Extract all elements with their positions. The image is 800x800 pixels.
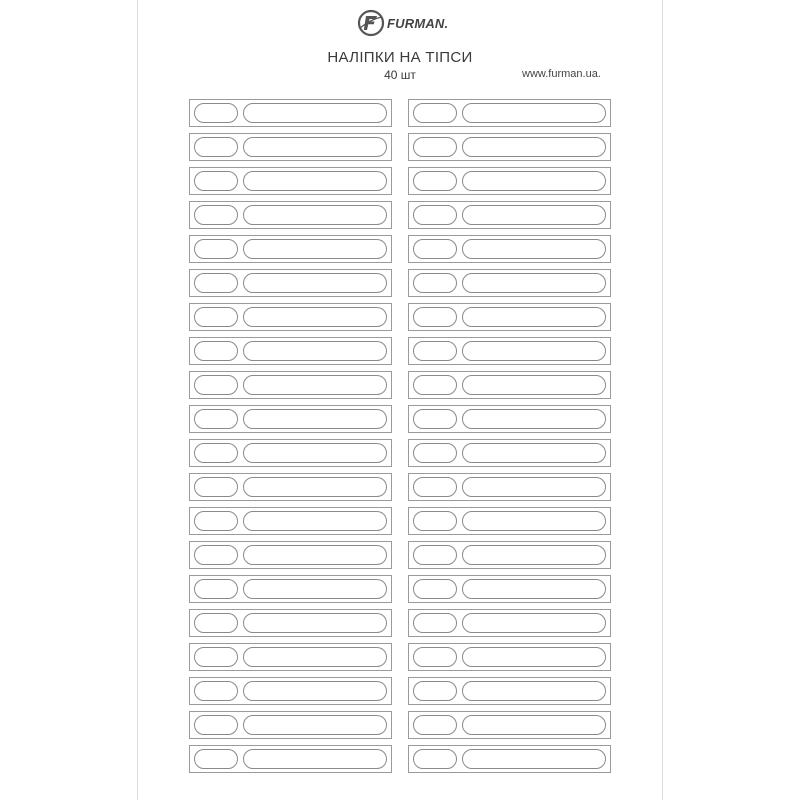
- sticker-small-field: [413, 647, 457, 667]
- sticker-label: [189, 575, 392, 603]
- sticker-small-field: [194, 205, 238, 225]
- sticker-label: [189, 643, 392, 671]
- sticker-small-field: [194, 409, 238, 429]
- sticker-large-field: [462, 341, 606, 361]
- sticker-small-field: [413, 171, 457, 191]
- sticker-small-field: [194, 375, 238, 395]
- sticker-label: [189, 201, 392, 229]
- sticker-label: [408, 405, 611, 433]
- sticker-label: [408, 541, 611, 569]
- sticker-large-field: [243, 715, 387, 735]
- sticker-small-field: [413, 341, 457, 361]
- sticker-label: [408, 439, 611, 467]
- sticker-small-field: [413, 715, 457, 735]
- sticker-large-field: [243, 409, 387, 429]
- sticker-label: [408, 643, 611, 671]
- sticker-large-field: [462, 647, 606, 667]
- sticker-large-field: [243, 681, 387, 701]
- sticker-label: [189, 541, 392, 569]
- sticker-label: [408, 371, 611, 399]
- sticker-large-field: [462, 205, 606, 225]
- sticker-label: [189, 235, 392, 263]
- sticker-large-field: [243, 579, 387, 599]
- sticker-small-field: [194, 103, 238, 123]
- sticker-large-field: [462, 137, 606, 157]
- sticker-label: [408, 269, 611, 297]
- sticker-large-field: [462, 715, 606, 735]
- brand-name: FURMAN.: [387, 15, 449, 31]
- sticker-large-field: [243, 647, 387, 667]
- sticker-small-field: [194, 647, 238, 667]
- sticker-label: [189, 269, 392, 297]
- sticker-small-field: [413, 307, 457, 327]
- sticker-small-field: [413, 545, 457, 565]
- sticker-small-field: [413, 137, 457, 157]
- sticker-label: [189, 507, 392, 535]
- sticker-large-field: [462, 681, 606, 701]
- sticker-small-field: [194, 137, 238, 157]
- sticker-large-field: [243, 103, 387, 123]
- sticker-label: [408, 133, 611, 161]
- sticker-label: [189, 99, 392, 127]
- sticker-large-field: [243, 307, 387, 327]
- sticker-label: [408, 201, 611, 229]
- sticker-large-field: [462, 613, 606, 633]
- sticker-large-field: [462, 171, 606, 191]
- sticker-large-field: [462, 545, 606, 565]
- sticker-small-field: [413, 749, 457, 769]
- sticker-label: [189, 745, 392, 773]
- sticker-large-field: [243, 341, 387, 361]
- sticker-large-field: [243, 239, 387, 259]
- sticker-label: [408, 303, 611, 331]
- sticker-label: [408, 609, 611, 637]
- sticker-label: [189, 371, 392, 399]
- sticker-label: [408, 167, 611, 195]
- sticker-large-field: [462, 103, 606, 123]
- sticker-small-field: [194, 681, 238, 701]
- sticker-label: [408, 99, 611, 127]
- sticker-small-field: [194, 579, 238, 599]
- sticker-small-field: [194, 749, 238, 769]
- sticker-small-field: [413, 613, 457, 633]
- sticker-small-field: [194, 715, 238, 735]
- sticker-small-field: [194, 273, 238, 293]
- sticker-large-field: [462, 511, 606, 531]
- sticker-label: [408, 575, 611, 603]
- sticker-large-field: [243, 273, 387, 293]
- sticker-large-field: [243, 511, 387, 531]
- sticker-small-field: [413, 681, 457, 701]
- sticker-large-field: [462, 307, 606, 327]
- sticker-large-field: [462, 239, 606, 259]
- sticker-label: [189, 677, 392, 705]
- sticker-label: [408, 235, 611, 263]
- sticker-large-field: [462, 477, 606, 497]
- sticker-label: [408, 337, 611, 365]
- sticker-small-field: [413, 375, 457, 395]
- sticker-label: [408, 507, 611, 535]
- sticker-large-field: [243, 443, 387, 463]
- sticker-label: [189, 439, 392, 467]
- sticker-large-field: [462, 579, 606, 599]
- sticker-small-field: [413, 205, 457, 225]
- sticker-label: [189, 167, 392, 195]
- sticker-label: [408, 677, 611, 705]
- sticker-label: [408, 711, 611, 739]
- sticker-small-field: [413, 579, 457, 599]
- sticker-small-field: [194, 545, 238, 565]
- sticker-small-field: [413, 239, 457, 259]
- sticker-small-field: [413, 477, 457, 497]
- sticker-small-field: [194, 239, 238, 259]
- sticker-label: [189, 473, 392, 501]
- sticker-large-field: [462, 409, 606, 429]
- website-link: www.furman.ua.: [522, 68, 601, 80]
- sticker-small-field: [194, 511, 238, 531]
- sticker-small-field: [194, 307, 238, 327]
- sticker-large-field: [243, 545, 387, 565]
- brand-logo: [357, 8, 448, 38]
- sticker-large-field: [243, 613, 387, 633]
- sticker-label: [408, 473, 611, 501]
- sticker-small-field: [413, 273, 457, 293]
- sticker-small-field: [194, 443, 238, 463]
- sticker-label: [189, 133, 392, 161]
- sticker-label: [408, 745, 611, 773]
- sticker-label: [189, 405, 392, 433]
- sticker-small-field: [413, 511, 457, 531]
- sticker-small-field: [413, 409, 457, 429]
- sticker-large-field: [462, 375, 606, 395]
- sticker-small-field: [194, 341, 238, 361]
- sticker-small-field: [413, 103, 457, 123]
- sticker-label: [189, 337, 392, 365]
- sticker-small-field: [194, 171, 238, 191]
- sticker-large-field: [243, 375, 387, 395]
- sheet-title: НАЛІПКИ НА ТІПСИ: [327, 49, 473, 66]
- sticker-large-field: [243, 749, 387, 769]
- sticker-count: 40 шт: [384, 68, 416, 82]
- sticker-label: [189, 303, 392, 331]
- sticker-large-field: [462, 443, 606, 463]
- sticker-large-field: [243, 171, 387, 191]
- sticker-small-field: [194, 477, 238, 497]
- sticker-label: [189, 609, 392, 637]
- sticker-label: [189, 711, 392, 739]
- sticker-large-field: [462, 273, 606, 293]
- sticker-small-field: [194, 613, 238, 633]
- sticker-large-field: [243, 137, 387, 157]
- label-grid: [189, 99, 611, 773]
- sticker-large-field: [462, 749, 606, 769]
- sticker-large-field: [243, 477, 387, 497]
- sticker-large-field: [243, 205, 387, 225]
- sticker-small-field: [413, 443, 457, 463]
- furman-logo-icon: [357, 9, 385, 37]
